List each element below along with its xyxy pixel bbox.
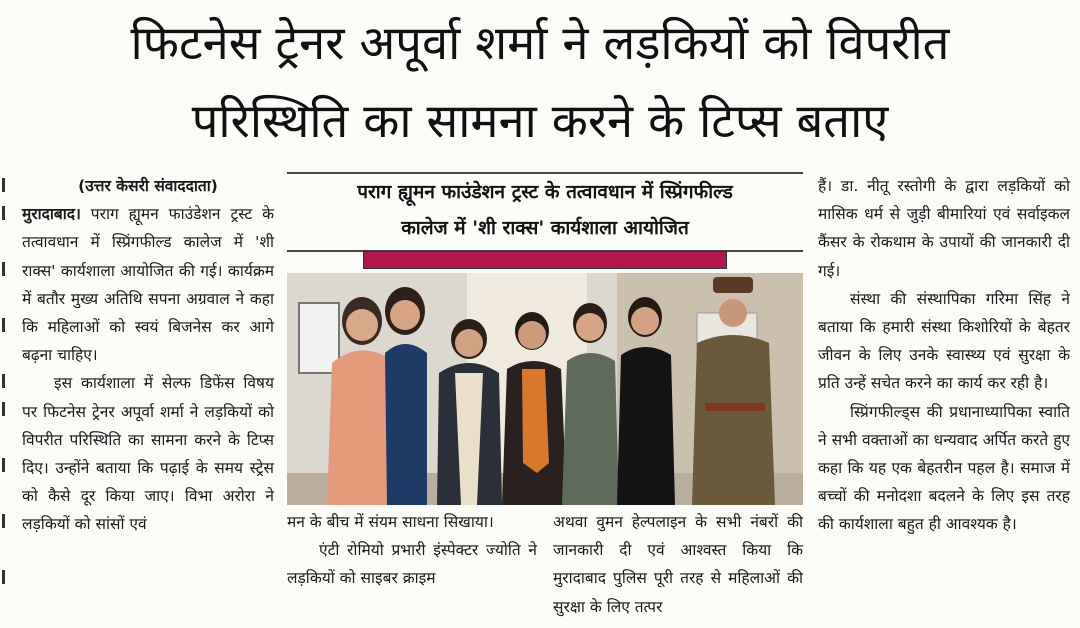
headline-line-2: परिस्थिति का सामना करने के टिप्स बताए — [191, 94, 889, 149]
place-name: मुरादाबाद। — [22, 205, 81, 224]
column4-paragraph-2: संस्था की संस्थापिका गरिमा सिंह ने बताया कि हमारी संस्था किशोरियों के बेहतर जीवन के लिए उनके स्वास्थ्य एवं सुरक्षा के प्रति उन्हें सचेत करने का कार्य कर रही है। — [818, 289, 1070, 393]
article-column-4 — [818, 172, 1070, 539]
column1-paragraph-1: पराग ह्यूमन फाउंडेशन ट्रस्ट के तत्वावधान में स्प्रिंगफील्ड कालेज में 'शी राक्स' कार्यशाला आयोजित की गई। कार्यक्रम में बतौर मुख्य अतिथि सपना अग्रवाल ने कहा कि महिलाओं को स्वयं बिजनेस कर आगे बढ़ना चाहिए। — [22, 205, 274, 365]
article-column-3 — [553, 508, 803, 621]
column4-paragraph-3: स्प्रिंगफील्ड्स की प्रधानाध्यापिका स्वाति ने सभी वक्ताओं का धन्यवाद अर्पित करते हुए कहा कि यह एक बेहतरीन पहल है। समाज में बच्चों की मनोदशा बदलने के लिए इस तरह की कार्यशाला बहुत ही आवश्यक है। — [818, 402, 1070, 534]
headline-line-1: फिटनेस ट्रेनर अपूर्वा शर्मा ने लड़कियों को विपरीत — [130, 16, 950, 71]
article-column-1 — [22, 172, 274, 539]
column3-paragraph-1: अथवा वुमन हेल्पलाइन के सभी नंबरों की जानकारी दी एवं आश्वस्त किया कि मुरादाबाद पुलिस पूरी तरह से महिलाओं की सुरक्षा के लिए तत्पर — [553, 513, 803, 616]
column4-paragraph-1: हैं। डा. नीतू रस्तोगी के द्वारा लड़कियों को मासिक धर्म से जुड़ी बीमारियां एवं सर्वाइकल कैंसर के रोकथाम के उपायों की जानकारी दी गई। — [818, 177, 1070, 280]
column1-paragraph-2: इस कार्यशाला में सेल्फ डिफेंस विषय पर फिटनेस ट्रेनर अपूर्वा शर्मा ने लड़कियों को विपरीत परिस्थिति का सामना करने के टिप्स दिए। उन्होंने बताया कि पढ़ाई के समय स्ट्रेस को कैसे दूर किया जाए। विभा अरोरा ने लड़कियों को सांसों एवं — [22, 374, 274, 534]
subheadline — [287, 172, 803, 252]
article-column-2 — [287, 508, 537, 593]
group-photo — [287, 273, 803, 505]
subheadline-line-2: कालेज में 'शी राक्स' कार्यशाला आयोजित — [401, 217, 689, 239]
dateline: (उत्तर केसरी संवाददाता) — [78, 177, 218, 195]
decorative-ribbon — [363, 251, 727, 269]
column2-paragraph-2: एंटी रोमियो प्रभारी इंस्पेक्टर ज्योति ने लड़कियों को साइबर क्राइम — [287, 541, 537, 588]
subheadline-line-1: पराग ह्यूमन फाउंडेशन ट्रस्ट के तत्वावधान में स्प्रिंगफील्ड — [357, 181, 733, 203]
column2-paragraph-1: मन के बीच में संयम साधना सिखाया। — [287, 513, 494, 531]
previous-article-edge — [0, 172, 8, 622]
group-photo-illustration — [287, 273, 803, 505]
